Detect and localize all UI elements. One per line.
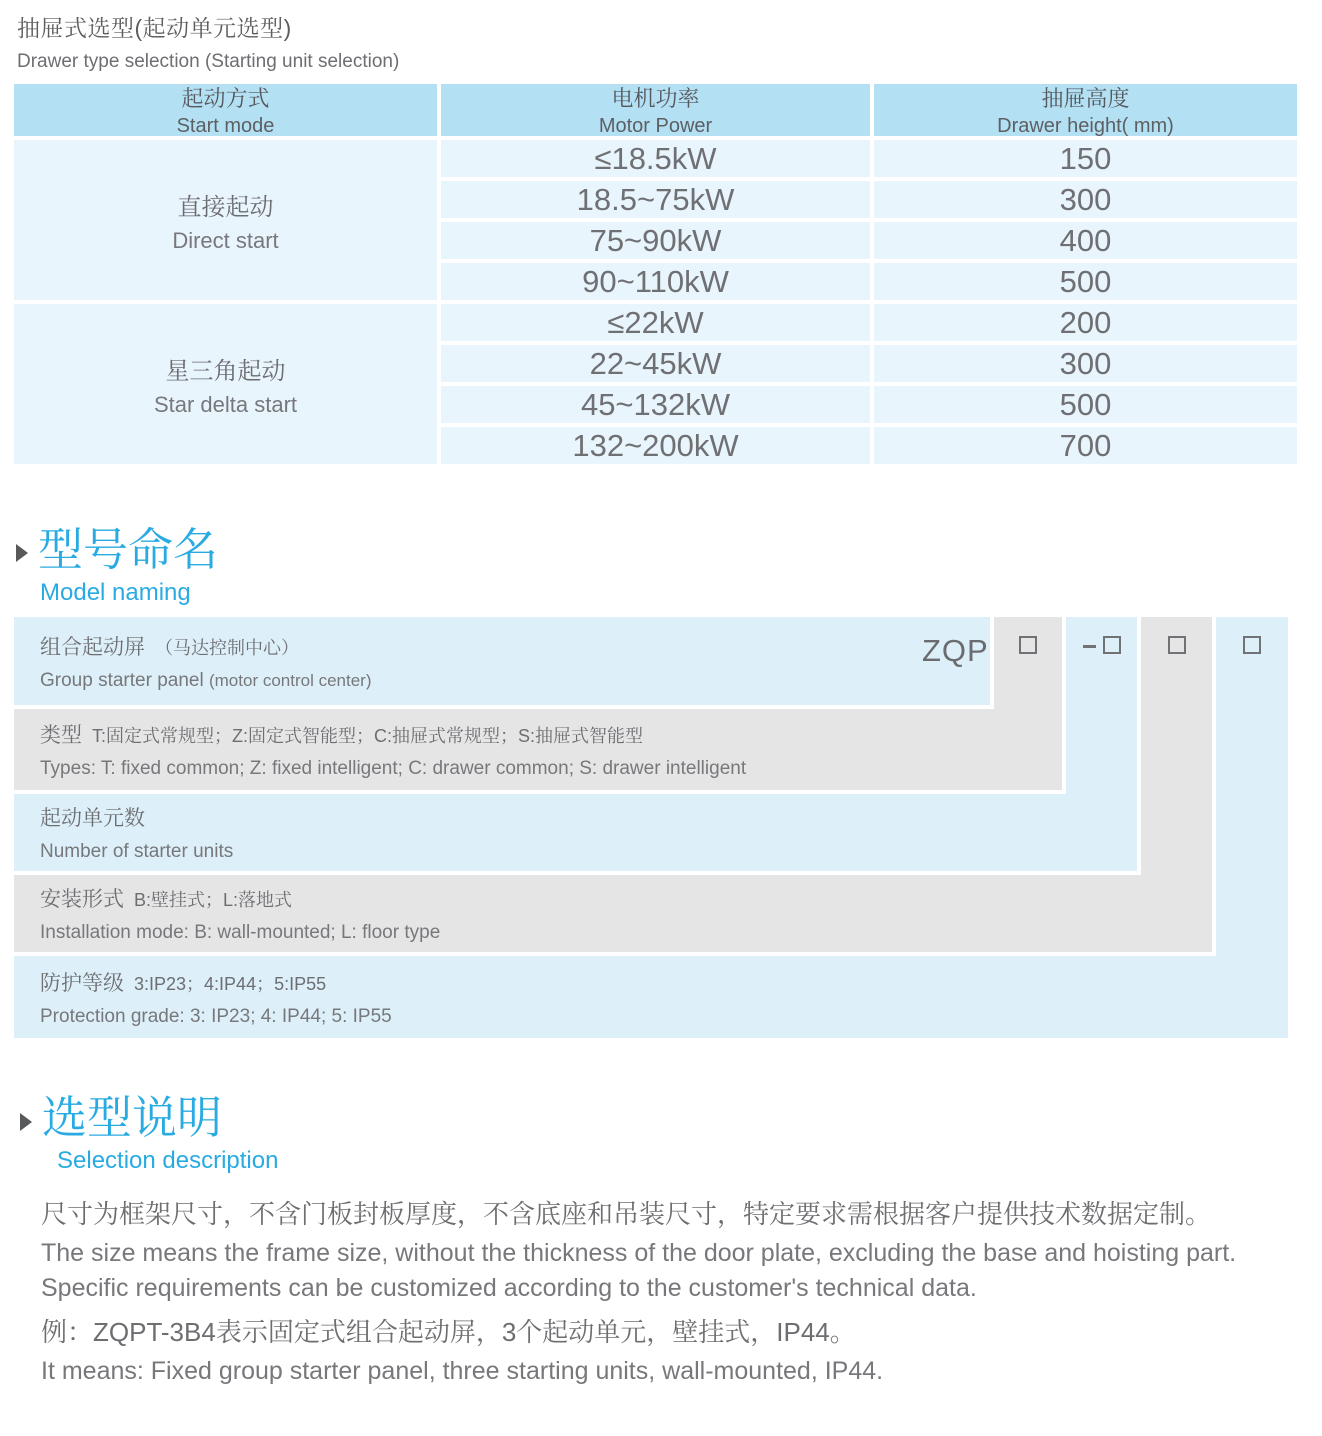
row-label-zh: 起动单元数 (40, 807, 145, 830)
page-title-zh: 抽屉式选型(起动单元选型) (17, 15, 292, 41)
diagram-row-installation (14, 875, 1212, 952)
selection-description-title-zh: 选型说明 (42, 1092, 223, 1143)
page-title-en: Drawer type selection (Starting unit selection) (17, 51, 400, 72)
diagram-row-zh (40, 631, 990, 661)
row-label-zh: 类型 (40, 724, 82, 747)
table-header-start-mode (14, 84, 437, 136)
table-cell-power: 90~110kW (441, 263, 870, 300)
model-naming-diagram (14, 617, 1288, 1038)
model-naming-title-zh: 型号命名 (38, 524, 219, 575)
code-placeholder-box-icon (1103, 636, 1121, 654)
row-detail-zh: T:固定式常规型；Z:固定式智能型；C:抽屉式常规型；S:抽屉式智能型 (92, 726, 644, 746)
star-delta-start-en: Star delta start (153, 391, 298, 417)
section-selection-description (20, 1094, 278, 1175)
paragraph-en: It means: Fixed group starter panel, three starting units, wall-mounted, IP44. (41, 1357, 884, 1385)
description-paragraph (41, 1314, 1293, 1389)
direct-start-zh: 直接起动 (177, 193, 274, 221)
diagram-row-en (40, 670, 990, 692)
row-detail-zh: 3:IP23；4:IP44；5:IP55 (134, 973, 327, 994)
start-mode-cell-star-delta (14, 304, 437, 464)
model-code-prefix: ZQP (922, 633, 989, 668)
star-delta-start-zh: 星三角起动 (165, 357, 286, 385)
row-en-small: (motor control center) (208, 670, 372, 690)
diagram-row-starter-units (14, 794, 1137, 871)
code-placeholder-box-icon (1168, 636, 1186, 654)
diagram-row-zh (40, 883, 1212, 913)
diagram-row-zh (40, 719, 1062, 749)
paragraph-zh: 尺寸为框架尺寸，不含门板封板厚度，不含底座和吊装尺寸，特定要求需根据客户提供技术数据定制。 (41, 1199, 1212, 1229)
row-detail-zh: B:壁挂式；L:落地式 (134, 890, 293, 910)
code-placeholder-box-icon (1019, 636, 1037, 654)
table-cell-power: 18.5~75kW (441, 181, 870, 218)
header-motor-power-en: Motor Power (598, 115, 713, 137)
table-cell-height: 150 (874, 140, 1297, 177)
header-drawer-height-zh: 抽屉高度 (1041, 86, 1130, 111)
row-label-zh: 安装形式 (40, 888, 124, 911)
table-cell-height: 300 (874, 345, 1297, 382)
diagram-row-en: Installation mode: B: wall-mounted; L: floor type (40, 922, 441, 943)
drawer-selection-table (14, 84, 1297, 464)
header-motor-power-zh: 电机功率 (611, 86, 700, 111)
document-header (17, 10, 399, 73)
table-header-motor-power (441, 84, 870, 136)
header-drawer-height-en: Drawer height( mm) (997, 115, 1174, 137)
table-cell-height: 500 (874, 263, 1297, 300)
diagram-row-protection (14, 956, 1288, 1038)
diagram-row-group-starter-panel (14, 617, 990, 705)
row-label-zh: 组合起动屏 (40, 635, 145, 659)
paragraph-en: The size means the frame size, without the thickness of the door plate, excluding the base and hoisting part. Specific requirements can be customized according to the customer's technical data. (41, 1239, 1237, 1302)
diagram-row-en: Types: T: fixed common; Z: fixed intelligent; C: drawer common; S: drawer intelligent (40, 758, 747, 779)
code-dash-icon (1083, 645, 1096, 648)
table-cell-power: 22~45kW (441, 345, 870, 382)
header-start-mode-en: Start mode (176, 115, 275, 137)
table-header-drawer-height (874, 84, 1297, 136)
table-cell-power: 75~90kW (441, 222, 870, 259)
section-model-naming (16, 526, 218, 607)
table-cell-power: ≤22kW (441, 304, 870, 341)
section-bullet-triangle-icon (20, 1113, 32, 1131)
model-naming-title-en: Model naming (40, 579, 191, 607)
table-cell-height: 400 (874, 222, 1297, 259)
table-cell-height: 300 (874, 181, 1297, 218)
paragraph-zh: 例：ZQPT-3B4表示固定式组合起动屏，3个起动单元，壁挂式，IP44。 (41, 1317, 856, 1347)
table-cell-power: ≤18.5kW (441, 140, 870, 177)
table-cell-height: 500 (874, 386, 1297, 423)
table-cell-height: 200 (874, 304, 1297, 341)
table-cell-height: 700 (874, 427, 1297, 464)
table-cell-power: 45~132kW (441, 386, 870, 423)
diagram-row-types (14, 709, 1062, 790)
section-bullet-triangle-icon (16, 544, 28, 562)
diagram-row-en: Protection grade: 3: IP23; 4: IP44; 5: IP55 (40, 1005, 392, 1027)
row-en-main: Group starter panel (40, 669, 204, 691)
diagram-row-zh (40, 802, 1137, 832)
header-start-mode-zh: 起动方式 (181, 86, 270, 111)
direct-start-en: Direct start (172, 227, 279, 253)
row-label-zh: 防护等级 (40, 971, 124, 995)
start-mode-cell-direct (14, 140, 437, 300)
diagram-row-en: Number of starter units (40, 841, 234, 862)
code-placeholder-box-icon (1243, 636, 1261, 654)
diagram-row-zh (40, 967, 1288, 997)
table-cell-power: 132~200kW (441, 427, 870, 464)
description-paragraph (41, 1196, 1293, 1306)
selection-description-title-en: Selection description (57, 1147, 279, 1175)
row-detail-zh: （马达控制中心） (155, 637, 299, 658)
selection-description-body (41, 1196, 1293, 1389)
